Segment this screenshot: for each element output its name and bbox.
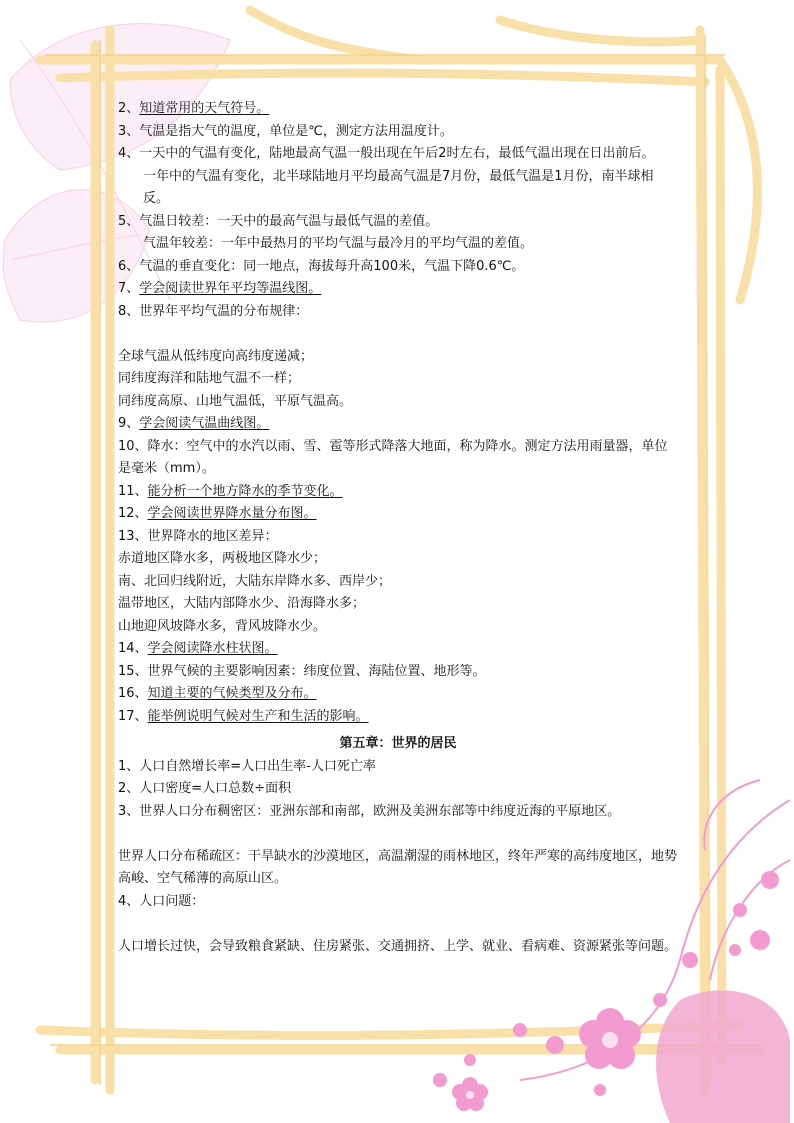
text-line xyxy=(118,301,678,324)
item-text: 能分析一个地方降水的季节变化。 xyxy=(147,483,343,499)
item-number: 9、 xyxy=(118,416,140,431)
item-number: 2、 xyxy=(118,781,140,796)
blank-line xyxy=(118,913,678,936)
item-text: 全球气温从低纬度向高纬度递减； xyxy=(118,348,314,364)
item-number: 12、 xyxy=(118,506,148,521)
text-line xyxy=(118,391,678,414)
text-line xyxy=(118,936,678,959)
item-text: 世界人口分布稠密区：亚洲东部和南部，欧洲及美洲东部等中纬度近海的平原地区。 xyxy=(139,803,621,819)
item-text: 降水：空气中的水汽以雨、雪、雹等形式降落大地面，称为降水。测定方法用雨量器，单位是毫米（mm）。 xyxy=(118,438,668,476)
item-number: 8、 xyxy=(118,303,140,319)
item-number: 5、 xyxy=(118,213,140,229)
text-line xyxy=(118,211,678,234)
item-number: 3、 xyxy=(118,123,140,139)
text-line xyxy=(118,683,678,706)
text-line xyxy=(118,481,678,504)
item-text: 学会阅读世界降水量分布图。 xyxy=(147,506,317,521)
item-number: 16、 xyxy=(118,686,148,701)
text-line xyxy=(118,121,678,144)
text-line xyxy=(118,891,678,914)
item-number: 7、 xyxy=(118,281,140,296)
item-text: 人口问题： xyxy=(139,893,205,909)
text-line xyxy=(118,846,678,891)
text-line xyxy=(118,616,678,639)
item-text: 气温年较差：一年中最热月的平均气温与最冷月的平均气温的差值。 xyxy=(143,236,534,251)
item-number: 15、 xyxy=(118,663,148,679)
item-number: 1、 xyxy=(118,758,140,774)
text-line xyxy=(118,593,678,616)
item-text: 世界人口分布稀疏区：干旱缺水的沙漠地区，高温潮湿的雨林地区，终年严寒的高纬度地区，地势高峻、空气稀薄的高原山区。 xyxy=(118,848,678,886)
chapter-heading: 第五章：世界的居民 xyxy=(339,736,457,751)
item-text: 知道常用的天气符号。 xyxy=(139,101,270,116)
text-line xyxy=(118,661,678,684)
item-number: 10、 xyxy=(118,438,148,454)
item-text: 世界年平均气温的分布规律： xyxy=(139,303,309,319)
item-text: 南、北回归线附近，大陆东岸降水多、西岸少； xyxy=(118,573,392,589)
text-line xyxy=(118,706,678,729)
text-line xyxy=(118,436,678,481)
text-line xyxy=(118,503,678,526)
item-text: 世界气候的主要影响因素：纬度位置、海陆位置、地形等。 xyxy=(147,663,486,679)
item-number: 4、 xyxy=(118,146,140,161)
item-text: 人口密度=人口总数÷面积 xyxy=(139,781,292,796)
text-lines xyxy=(118,98,678,958)
item-number: 4、 xyxy=(118,893,140,909)
item-text: 赤道地区降水多，两极地区降水少； xyxy=(118,551,327,566)
text-line xyxy=(118,526,678,549)
item-text: 温带地区，大陆内部降水少、沿海降水多； xyxy=(118,596,366,611)
item-text: 能举例说明气候对生产和生活的影响。 xyxy=(147,708,369,724)
text-line xyxy=(118,368,678,391)
text-line xyxy=(118,256,678,279)
text-line xyxy=(118,756,678,779)
item-text: 气温的垂直变化：同一地点，海拔每升高100米，气温下降0.6℃。 xyxy=(139,258,525,274)
item-text: 学会阅读气温曲线图。 xyxy=(139,416,270,431)
blank-line xyxy=(118,323,678,346)
text-line xyxy=(118,801,678,824)
item-number: 11、 xyxy=(118,483,148,499)
item-text: 同纬度海洋和陆地气温不一样； xyxy=(118,371,301,386)
item-text: 学会阅读降水柱状图。 xyxy=(147,641,278,656)
text-line xyxy=(118,278,678,301)
text-line xyxy=(118,166,678,211)
item-text: 人口自然增长率=人口出生率-人口死亡率 xyxy=(139,758,376,774)
item-number: 13、 xyxy=(118,528,148,544)
item-text: 山地迎风坡降水多，背风坡降水少。 xyxy=(118,618,327,634)
item-text: 一年中的气温有变化，北半球陆地月平均最高气温是7月份，最低气温是1月份，南半球相反。 xyxy=(143,168,654,206)
item-text: 世界降水的地区差异： xyxy=(147,528,278,544)
item-text: 一天中的气温有变化，陆地最高气温一般出现在午后2时左右，最低气温出现在日出前后。 xyxy=(139,146,655,161)
item-number: 17、 xyxy=(118,708,148,724)
text-line xyxy=(118,143,678,166)
item-text: 气温是指大气的温度，单位是℃，测定方法用温度计。 xyxy=(139,123,453,139)
text-line xyxy=(118,548,678,571)
text-line xyxy=(118,346,678,369)
text-line xyxy=(118,233,678,256)
item-number: 6、 xyxy=(118,258,140,274)
item-number: 14、 xyxy=(118,641,148,656)
text-line xyxy=(118,98,678,121)
item-text: 人口增长过快，会导致粮食紧缺、住房紧张、交通拥挤、上学、就业、看病难、资源紧张等问题。 xyxy=(118,938,678,954)
item-number: 2、 xyxy=(118,101,140,116)
item-number: 3、 xyxy=(118,803,140,819)
blank-line xyxy=(118,823,678,846)
text-line xyxy=(118,778,678,801)
text-line xyxy=(118,638,678,661)
document-body xyxy=(118,98,678,958)
text-line xyxy=(118,413,678,436)
item-text: 学会阅读世界年平均等温线图。 xyxy=(139,281,322,296)
item-text: 知道主要的气候类型及分布。 xyxy=(147,686,317,701)
item-text: 同纬度高原、山地气温低，平原气温高。 xyxy=(118,393,353,409)
text-line xyxy=(118,571,678,594)
item-text: 气温日较差：一天中的最高气温与最低气温的差值。 xyxy=(139,213,439,229)
